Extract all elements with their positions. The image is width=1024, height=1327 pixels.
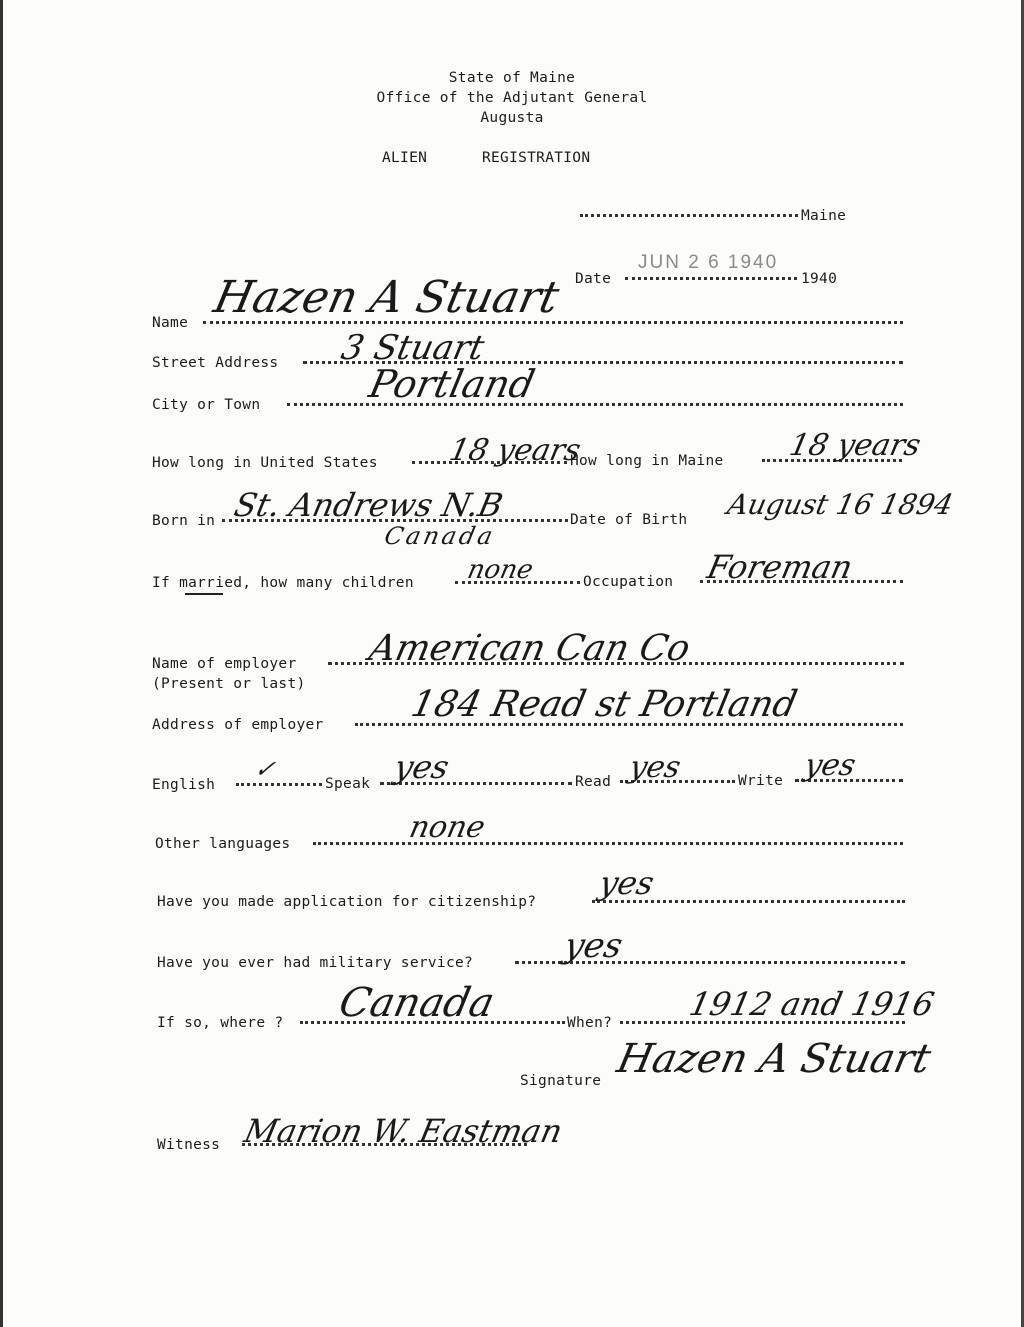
read-label: Read [575, 774, 612, 790]
dob-value: August 16 1894 [724, 488, 957, 521]
other-languages-label: Other languages [155, 836, 291, 852]
place-suffix: Maine [801, 208, 847, 224]
military-value: yes [560, 926, 627, 966]
place-dots [580, 214, 798, 217]
city-label: City or Town [152, 397, 261, 413]
where-label: If so, where ? [157, 1015, 284, 1031]
speak-value: yes [390, 748, 453, 786]
married-underline [185, 593, 223, 595]
when-value: 1912 and 1916 [685, 985, 938, 1023]
write-value: yes [801, 748, 859, 783]
signature-value: Hazen A Stuart [613, 1036, 935, 1082]
citizenship-label: Have you made application for citizenship? [157, 894, 537, 910]
signature-label: Signature [520, 1073, 602, 1089]
write-label: Write [738, 773, 784, 789]
name-label: Name [152, 315, 189, 331]
occupation-label: Occupation [583, 574, 674, 590]
header-city: Augusta [480, 110, 544, 126]
header-state: State of Maine [448, 70, 576, 86]
military-label: Have you ever had military service? [157, 955, 474, 971]
witness-label: Witness [157, 1137, 221, 1153]
other-languages-dots [313, 842, 903, 845]
citizenship-value: yes [595, 864, 658, 902]
maine-label: How long in Maine [570, 453, 724, 469]
title-registration: REGISTRATION [482, 150, 591, 166]
employer-address-label: Address of employer [152, 717, 324, 733]
employer-value: American Can Co [365, 628, 694, 669]
street-value: 3 Stuart [337, 328, 488, 368]
dob-label: Date of Birth [570, 512, 688, 528]
born-label: Born in [152, 513, 216, 529]
occupation-value: Foreman [703, 548, 857, 586]
children-label: If married, how many children [152, 575, 414, 591]
maine-value: 18 years [786, 428, 924, 463]
born-value: St. Andrews N.B [230, 486, 507, 524]
employer-label: Name of employer [152, 656, 297, 672]
date-suffix: 1940 [801, 271, 838, 287]
street-label: Street Address [152, 355, 279, 371]
name-value: Hazen A Stuart [209, 272, 564, 323]
speak-label: Speak [325, 776, 371, 792]
when-label: When? [567, 1015, 613, 1031]
date-label: Date [575, 271, 612, 287]
city-value: Portland [365, 362, 539, 406]
us-value: 18 years [446, 433, 584, 468]
english-value: ✓ [252, 755, 279, 783]
english-dots [236, 783, 322, 786]
employer-address-value: 184 Read st Portland [407, 684, 801, 725]
read-value: yes [626, 750, 684, 785]
english-label: English [152, 777, 216, 793]
employer-sub-label: (Present or last) [152, 676, 306, 692]
header-office: Office of the Adjutant General [376, 90, 648, 106]
other-languages-value: none [406, 810, 489, 845]
witness-value: Marion W. Eastman [240, 1112, 566, 1150]
us-label: How long in United States [152, 455, 378, 471]
scan-border-left [0, 0, 3, 1327]
where-value: Canada [335, 980, 499, 1026]
date-stamp: JUN 2 6 1940 [638, 252, 779, 273]
title-alien: ALIEN [382, 150, 428, 166]
born-country-value: Canada [382, 522, 499, 550]
date-dots [625, 277, 797, 280]
children-value: none [464, 555, 536, 585]
